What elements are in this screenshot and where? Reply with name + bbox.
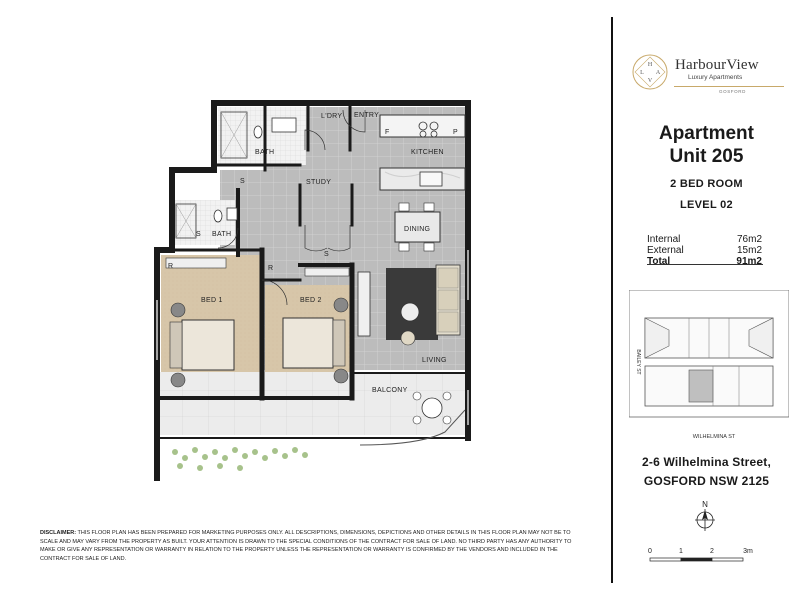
room-label-balcony: BALCONY	[372, 387, 408, 394]
room-label-bed1: BED 1	[201, 297, 223, 304]
room-label-study: STUDY	[306, 179, 332, 186]
robe-mark: R	[168, 263, 174, 270]
monogram-icon	[631, 53, 669, 91]
monogram-letter: V	[647, 78, 653, 84]
storage-mark: S	[324, 251, 329, 258]
level: LEVEL 02	[680, 199, 733, 211]
unit-title-line1: Apartment	[658, 123, 754, 144]
key-plan	[629, 290, 789, 445]
unit-title-line2: Unit 205	[669, 146, 744, 167]
north-arrow-icon	[693, 498, 717, 534]
pantry-mark: P	[453, 129, 458, 136]
area-total	[647, 256, 762, 268]
area-value: 76m2	[736, 234, 762, 245]
room-label-kitchen: KITCHEN	[411, 149, 444, 156]
brand-tagline: Luxury Apartments	[688, 74, 743, 81]
street-label-bailey: BAILEY ST	[635, 349, 641, 375]
scale-tick-label: 0	[648, 548, 652, 555]
disclaimer-heading: DISCLAIMER:	[40, 530, 77, 536]
scale-tick-label: 3m	[743, 548, 753, 555]
area-label: Internal	[647, 234, 681, 245]
address-line2: GOSFORD NSW 2125	[643, 474, 770, 488]
storage-mark: S	[196, 231, 201, 238]
room-label-bath-left: BATH	[212, 231, 232, 238]
room-label-entry: ENTRY	[354, 112, 380, 119]
street-label-wilhelmina: WILHELMINA ST	[692, 434, 736, 440]
compass-label: N	[702, 500, 708, 509]
brand-name: HarbourView	[675, 57, 759, 73]
scale-tick-label: 1	[679, 548, 683, 555]
address-line1: 2-6 Wilhelmina Street,	[642, 455, 771, 469]
storage-mark: S	[240, 178, 245, 185]
room-label-bath-top: BATH	[255, 149, 275, 156]
monogram-letter: L	[640, 70, 644, 76]
scale-bar	[643, 535, 763, 565]
room-label-bed2: BED 2	[300, 297, 322, 304]
bedroom-count: 2 BED ROOM	[670, 178, 743, 190]
room-label-dining: DINING	[404, 226, 431, 233]
disclaimer	[40, 529, 580, 563]
robe-mark: R	[268, 265, 274, 272]
area-value: 15m2	[736, 245, 762, 256]
monogram-letter: H	[647, 62, 653, 68]
brand-location: GOSFORD	[719, 89, 746, 94]
disclaimer-text: THIS FLOOR PLAN HAS BEEN PREPARED FOR MARKETING PURPOSES ONLY. ALL DESCRIPTIONS, DIMENSIONS, DEPICTIONS AND OTHER DETAILS IN THIS FLOOR PLAN MAY NOT BE TO SCALE AND MAY VARY FROM THE PROPERTY AS BUILT. YOUR ATTENTION IS DRAWN TO THE SPECIAL CONDITIONS OF THE CONTRACT FOR SALE OF LAND. NO THIRD PARTY HAS ANY AUTHORITY TO MAKE OR GIVE ANY REPRESENTATION OR WARRANTY IN RELATION TO THE PROPERTY UNLESS THE REPRESENTATION OR WARRANTY IS CONFIRMED BY THE VENDORS AND INCLUDED IN THE CONTRACT FOR SALE OF LAND.	[40, 530, 572, 562]
scale-tick-label: 2	[710, 548, 714, 555]
area-label: External	[647, 245, 684, 256]
brand-logo	[631, 53, 791, 101]
area-value: 91m2	[736, 256, 762, 267]
landscape-planting	[172, 447, 308, 471]
logo-rule	[674, 86, 784, 87]
room-label-laundry: L'DRY	[321, 113, 343, 120]
monogram-letter: A	[655, 70, 661, 76]
info-panel	[613, 0, 800, 600]
area-label: Total	[647, 256, 671, 267]
room-label-living: LIVING	[422, 357, 447, 364]
fridge-mark: F	[385, 129, 390, 136]
